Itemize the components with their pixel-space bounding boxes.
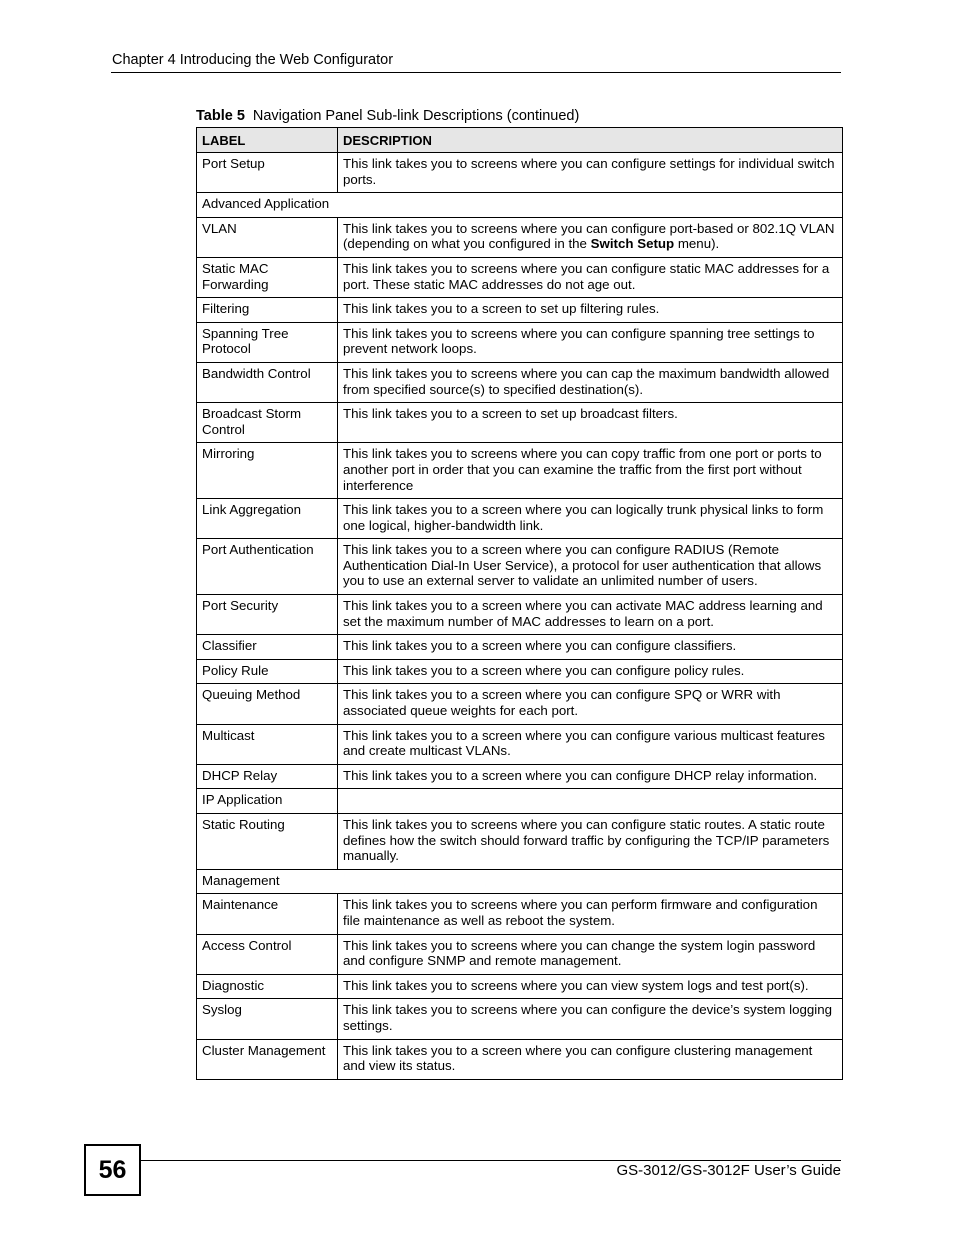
row-description: This link takes you to screens where you can configure static MAC addresses for a port. These static MAC addresses do not age out. bbox=[338, 257, 843, 297]
table-row bbox=[197, 443, 843, 499]
row-description: This link takes you to a screen where you can configure various multicast features and create multicast VLANs. bbox=[338, 724, 843, 764]
row-description bbox=[338, 217, 843, 257]
row-label: Filtering bbox=[197, 298, 338, 323]
row-label: Port Authentication bbox=[197, 539, 338, 595]
row-description: This link takes you to screens where you can configure spanning tree settings to prevent network loops. bbox=[338, 322, 843, 362]
row-description: This link takes you to a screen where you can configure policy rules. bbox=[338, 659, 843, 684]
row-label: Access Control bbox=[197, 934, 338, 974]
row-label: Port Security bbox=[197, 595, 338, 635]
table-row bbox=[197, 894, 843, 934]
row-description: This link takes you to screens where you can configure settings for individual switch ports. bbox=[338, 153, 843, 193]
table-caption-number: Table 5 bbox=[196, 108, 245, 124]
table-row bbox=[197, 934, 843, 974]
table-row bbox=[197, 684, 843, 724]
row-description: This link takes you to a screen where you can configure SPQ or WRR with associated queue weights for each port. bbox=[338, 684, 843, 724]
row-label: Queuing Method bbox=[197, 684, 338, 724]
table-row bbox=[197, 217, 843, 257]
section-row bbox=[197, 193, 843, 218]
row-description: This link takes you to screens where you can perform firmware and configuration file maintenance as well as reboot the system. bbox=[338, 894, 843, 934]
row-label: Mirroring bbox=[197, 443, 338, 499]
table-row bbox=[197, 257, 843, 297]
row-description: This link takes you to screens where you can cap the maximum bandwidth allowed from specified source(s) to specified destination(s). bbox=[338, 362, 843, 402]
table-row bbox=[197, 539, 843, 595]
row-description: This link takes you to screens where you can view system logs and test port(s). bbox=[338, 974, 843, 999]
row-description: This link takes you to a screen where you can configure DHCP relay information. bbox=[338, 764, 843, 789]
footer-divider bbox=[141, 1160, 841, 1161]
row-description: This link takes you to a screen where you can activate MAC address learning and set the maximum number of MAC addresses to learn on a port. bbox=[338, 595, 843, 635]
table-row bbox=[197, 322, 843, 362]
row-label: Bandwidth Control bbox=[197, 362, 338, 402]
table-row bbox=[197, 298, 843, 323]
guide-title: GS-3012/GS-3012F User’s Guide bbox=[616, 1162, 841, 1179]
table-header-row bbox=[197, 128, 843, 153]
row-label: Diagnostic bbox=[197, 974, 338, 999]
table-row bbox=[197, 764, 843, 789]
row-description: This link takes you to a screen where you can logically trunk physical links to form one logical, higher-bandwidth link. bbox=[338, 499, 843, 539]
table-row bbox=[197, 403, 843, 443]
navigation-sublink-table bbox=[196, 127, 843, 1080]
row-label: IP Application bbox=[197, 789, 338, 814]
row-description bbox=[338, 789, 843, 814]
row-description: This link takes you to screens where you can copy traffic from one port or ports to another port in order that you can examine the traffic from the first port without interference bbox=[338, 443, 843, 499]
row-label: Maintenance bbox=[197, 894, 338, 934]
chapter-header: Chapter 4 Introducing the Web Configurator bbox=[112, 52, 394, 68]
row-label: Syslog bbox=[197, 999, 338, 1039]
table-row bbox=[197, 724, 843, 764]
table-row bbox=[197, 153, 843, 193]
row-description: This link takes you to a screen where you can configure RADIUS (Remote Authentication Dial-In User Service), a protocol for user authentication that allows you to use an external server to validate an unlimited number of users. bbox=[338, 539, 843, 595]
table-row bbox=[197, 814, 843, 870]
row-label: VLAN bbox=[197, 217, 338, 257]
row-label: Multicast bbox=[197, 724, 338, 764]
row-description: This link takes you to screens where you can change the system login password and configure SNMP and remote management. bbox=[338, 934, 843, 974]
table-row bbox=[197, 999, 843, 1039]
description-text: menu). bbox=[674, 236, 720, 252]
section-label: Advanced Application bbox=[197, 193, 843, 218]
row-label: DHCP Relay bbox=[197, 764, 338, 789]
table-body bbox=[197, 153, 843, 1080]
row-description: This link takes you to a screen to set up filtering rules. bbox=[338, 298, 843, 323]
header-divider bbox=[111, 72, 841, 73]
table-row bbox=[197, 1039, 843, 1079]
table-row bbox=[197, 974, 843, 999]
row-label: Spanning Tree Protocol bbox=[197, 322, 338, 362]
row-description: This link takes you to a screen where you can configure classifiers. bbox=[338, 635, 843, 660]
column-header-label: LABEL bbox=[197, 128, 338, 153]
table-caption-text: Navigation Panel Sub-link Descriptions (continued) bbox=[252, 108, 580, 124]
description-text: This link takes you to screens where you can configure port-based or 802.1Q VLAN (depending on what you configured in the bbox=[343, 220, 835, 252]
table-row bbox=[197, 362, 843, 402]
table-row bbox=[197, 635, 843, 660]
row-description: This link takes you to a screen where you can configure clustering management and view its status. bbox=[338, 1039, 843, 1079]
section-row bbox=[197, 869, 843, 894]
page-number: 56 bbox=[84, 1144, 141, 1196]
row-label: Policy Rule bbox=[197, 659, 338, 684]
section-label: Management bbox=[197, 869, 843, 894]
table-row bbox=[197, 595, 843, 635]
row-description: This link takes you to a screen to set up broadcast filters. bbox=[338, 403, 843, 443]
column-header-description: DESCRIPTION bbox=[338, 128, 843, 153]
row-description: This link takes you to screens where you can configure static routes. A static route defines how the switch should forward traffic by configuring the TCP/IP parameters manually. bbox=[338, 814, 843, 870]
bold-menu-name: Switch Setup bbox=[590, 236, 675, 252]
row-label: Broadcast Storm Control bbox=[197, 403, 338, 443]
row-label: Port Setup bbox=[197, 153, 338, 193]
row-label: Cluster Management bbox=[197, 1039, 338, 1079]
table-row bbox=[197, 499, 843, 539]
row-label: Static MAC Forwarding bbox=[197, 257, 338, 297]
table-caption bbox=[196, 108, 579, 125]
row-label: Static Routing bbox=[197, 814, 338, 870]
table-row bbox=[197, 659, 843, 684]
row-label: Classifier bbox=[197, 635, 338, 660]
row-description: This link takes you to screens where you can configure the device’s system logging settings. bbox=[338, 999, 843, 1039]
table-row bbox=[197, 789, 843, 814]
row-label: Link Aggregation bbox=[197, 499, 338, 539]
